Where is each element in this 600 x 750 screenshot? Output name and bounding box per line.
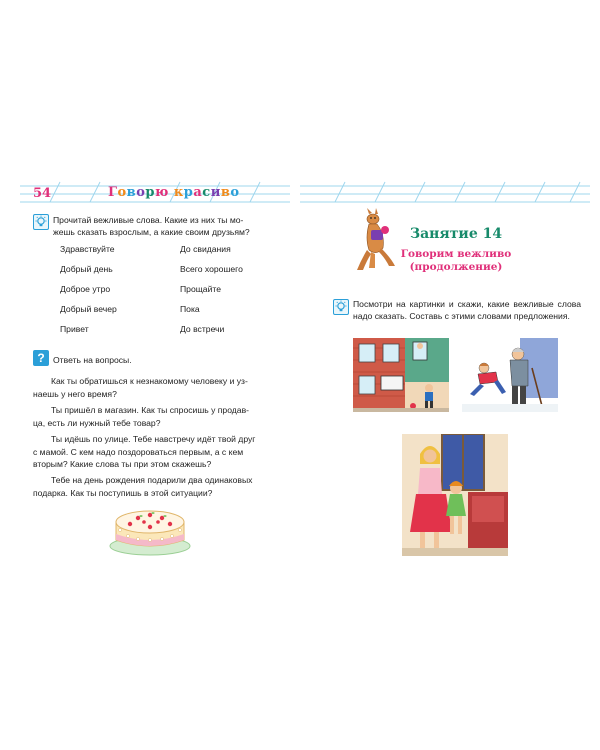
table-row: [60, 284, 300, 296]
cake-illustration: [108, 500, 192, 560]
section-title-letter: к: [173, 185, 184, 200]
section-title-letter: р: [145, 185, 155, 200]
lesson-subtitle-line1: Говорим вежливо: [400, 248, 512, 260]
header-lines-right: [300, 180, 590, 206]
lightbulb-icon: [333, 299, 349, 315]
section-title-letter: о: [117, 185, 127, 200]
section-title-letter: Г: [108, 185, 118, 200]
picture-window-boy: [353, 338, 449, 412]
table-row: [60, 304, 300, 316]
word-cell: До встречи: [180, 324, 225, 334]
question-3: [33, 433, 281, 471]
table-row: [60, 264, 300, 276]
word-cell: Добрый вечер: [60, 304, 117, 314]
section-title-letter: а: [193, 185, 203, 200]
question-1: [33, 375, 281, 400]
task1-text: [53, 214, 283, 238]
right-task-text: Посмотри на картинки и скажи, какие вежливые слова надо сказать. Составь с этими словами предложения.: [353, 299, 581, 321]
kangaroo-mascot-icon: [355, 208, 397, 274]
word-cell: Добрый день: [60, 264, 113, 274]
word-cell: Всего хорошего: [180, 264, 243, 274]
word-cell: Прощайте: [180, 284, 222, 294]
question-4: [33, 474, 281, 499]
question-text: Как ты обратишься к незнакомому человеку и уз- наешь у него время?: [33, 376, 248, 399]
table-row: [60, 324, 300, 336]
task2-intro: Ответь на вопросы.: [53, 355, 132, 365]
table-row: [60, 244, 300, 256]
word-cell: Привет: [60, 324, 89, 334]
lesson-subtitle: [396, 248, 516, 274]
word-cell: Пока: [180, 304, 200, 314]
task1-line1: Прочитай вежливые слова. Какие из них ты мо-: [53, 215, 244, 225]
word-cell: Здравствуйте: [60, 244, 115, 254]
question-text: Ты пришёл в магазин. Как ты спросишь у продав- ца, есть ли нужный тебе товар?: [33, 405, 250, 428]
lightbulb-icon: [33, 214, 49, 230]
section-title-letter: р: [183, 185, 194, 200]
task1-line2: жешь сказать взрослым, а какие своим друзьям?: [53, 227, 250, 237]
lesson-title: Занятие 14: [410, 226, 503, 242]
page-number: 54: [33, 186, 52, 201]
question-icon: ?: [33, 350, 49, 366]
picture-mother-daughter: [402, 434, 508, 556]
picture-old-man-boy: [462, 338, 558, 412]
question-2: [33, 404, 281, 429]
word-cell: До свидания: [180, 244, 231, 254]
section-title-letter: в: [126, 185, 137, 200]
section-title-letter: с: [202, 185, 211, 200]
section-title-letter: и: [210, 185, 221, 200]
question-text: Тебе на день рождения подарили два одинаковых подарка. Как ты поступишь в этой ситуации?: [33, 475, 253, 498]
lesson-subtitle-line2: (продолжение): [409, 261, 503, 273]
section-title: [108, 185, 240, 200]
section-title-letter: о: [136, 185, 146, 200]
section-title-letter: о: [230, 185, 240, 200]
question-text: Ты идёшь по улице. Тебе навстречу идёт твой друг с мамой. С кем надо поздороваться первым, а с кем вторым? Какие слова ты при этом скажешь?: [33, 434, 256, 469]
section-title-letter: в: [220, 185, 231, 200]
word-cell: Доброе утро: [60, 284, 111, 294]
section-title-letter: ю: [154, 185, 169, 200]
